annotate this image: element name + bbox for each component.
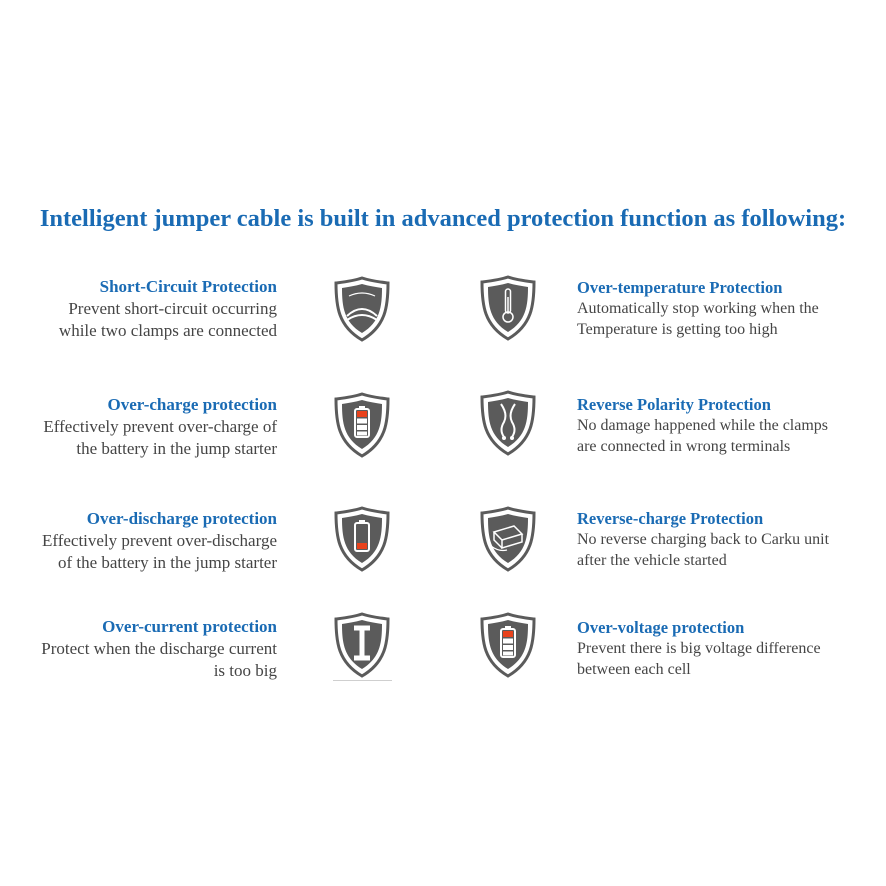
feature-over-charge bbox=[43, 395, 277, 460]
feature-desc-line: Prevent there is big voltage difference bbox=[577, 640, 821, 657]
battery-cells-icon bbox=[479, 612, 537, 678]
feature-desc-line: are connected in wrong terminals bbox=[577, 438, 791, 455]
feature-desc-line: No reverse charging back to Carku unit bbox=[577, 531, 830, 548]
feature-desc-line: No damage happened while the clamps bbox=[577, 417, 829, 434]
divider bbox=[333, 680, 392, 681]
feature-title: Over-current protection bbox=[102, 617, 277, 636]
feature-reverse-polarity bbox=[577, 395, 828, 457]
feature-desc-line: after the vehicle started bbox=[577, 552, 727, 569]
feature-over-current bbox=[41, 617, 277, 682]
feature-desc-line: Effectively prevent over-charge of bbox=[43, 417, 277, 436]
feature-desc-line: Effectively prevent over-discharge bbox=[41, 531, 277, 550]
car-battery-icon bbox=[479, 506, 537, 572]
feature-title: Reverse Polarity Protection bbox=[577, 395, 771, 414]
feature-over-voltage bbox=[577, 618, 821, 680]
battery-low-icon bbox=[333, 506, 391, 572]
battery-full-icon bbox=[333, 392, 391, 458]
feature-desc-line: Protect when the discharge current bbox=[41, 639, 277, 658]
feature-desc-line: between each cell bbox=[577, 661, 691, 678]
feature-over-discharge bbox=[42, 509, 277, 574]
feature-over-temperature bbox=[577, 278, 819, 340]
feature-title: Short-Circuit Protection bbox=[99, 277, 277, 296]
feature-title: Over-temperature Protection bbox=[577, 278, 783, 297]
short-circuit-icon bbox=[333, 276, 391, 342]
feature-desc-line: Automatically stop working when the bbox=[577, 300, 819, 317]
feature-title: Over-charge protection bbox=[107, 395, 277, 414]
feature-title: Reverse-charge Protection bbox=[577, 509, 764, 528]
feature-reverse-charge bbox=[577, 509, 829, 571]
feature-desc-line: of the battery in the jump starter bbox=[57, 553, 277, 572]
thermometer-icon bbox=[479, 275, 537, 341]
feature-title: Over-voltage protection bbox=[577, 618, 745, 637]
feature-desc-line: is too big bbox=[213, 661, 277, 680]
reverse-polarity-icon bbox=[479, 390, 537, 456]
feature-desc-line: while two clamps are connected bbox=[58, 321, 277, 340]
feature-desc-line: Temperature is getting too high bbox=[577, 321, 778, 338]
current-icon bbox=[333, 612, 391, 678]
feature-title: Over-discharge protection bbox=[86, 509, 277, 528]
feature-desc-line: Prevent short-circuit occurring bbox=[68, 299, 277, 318]
page-title: Intelligent jumper cable is built in advanced protection function as following: bbox=[39, 205, 847, 232]
feature-short-circuit bbox=[59, 277, 277, 342]
feature-desc-line: the battery in the jump starter bbox=[76, 439, 277, 458]
